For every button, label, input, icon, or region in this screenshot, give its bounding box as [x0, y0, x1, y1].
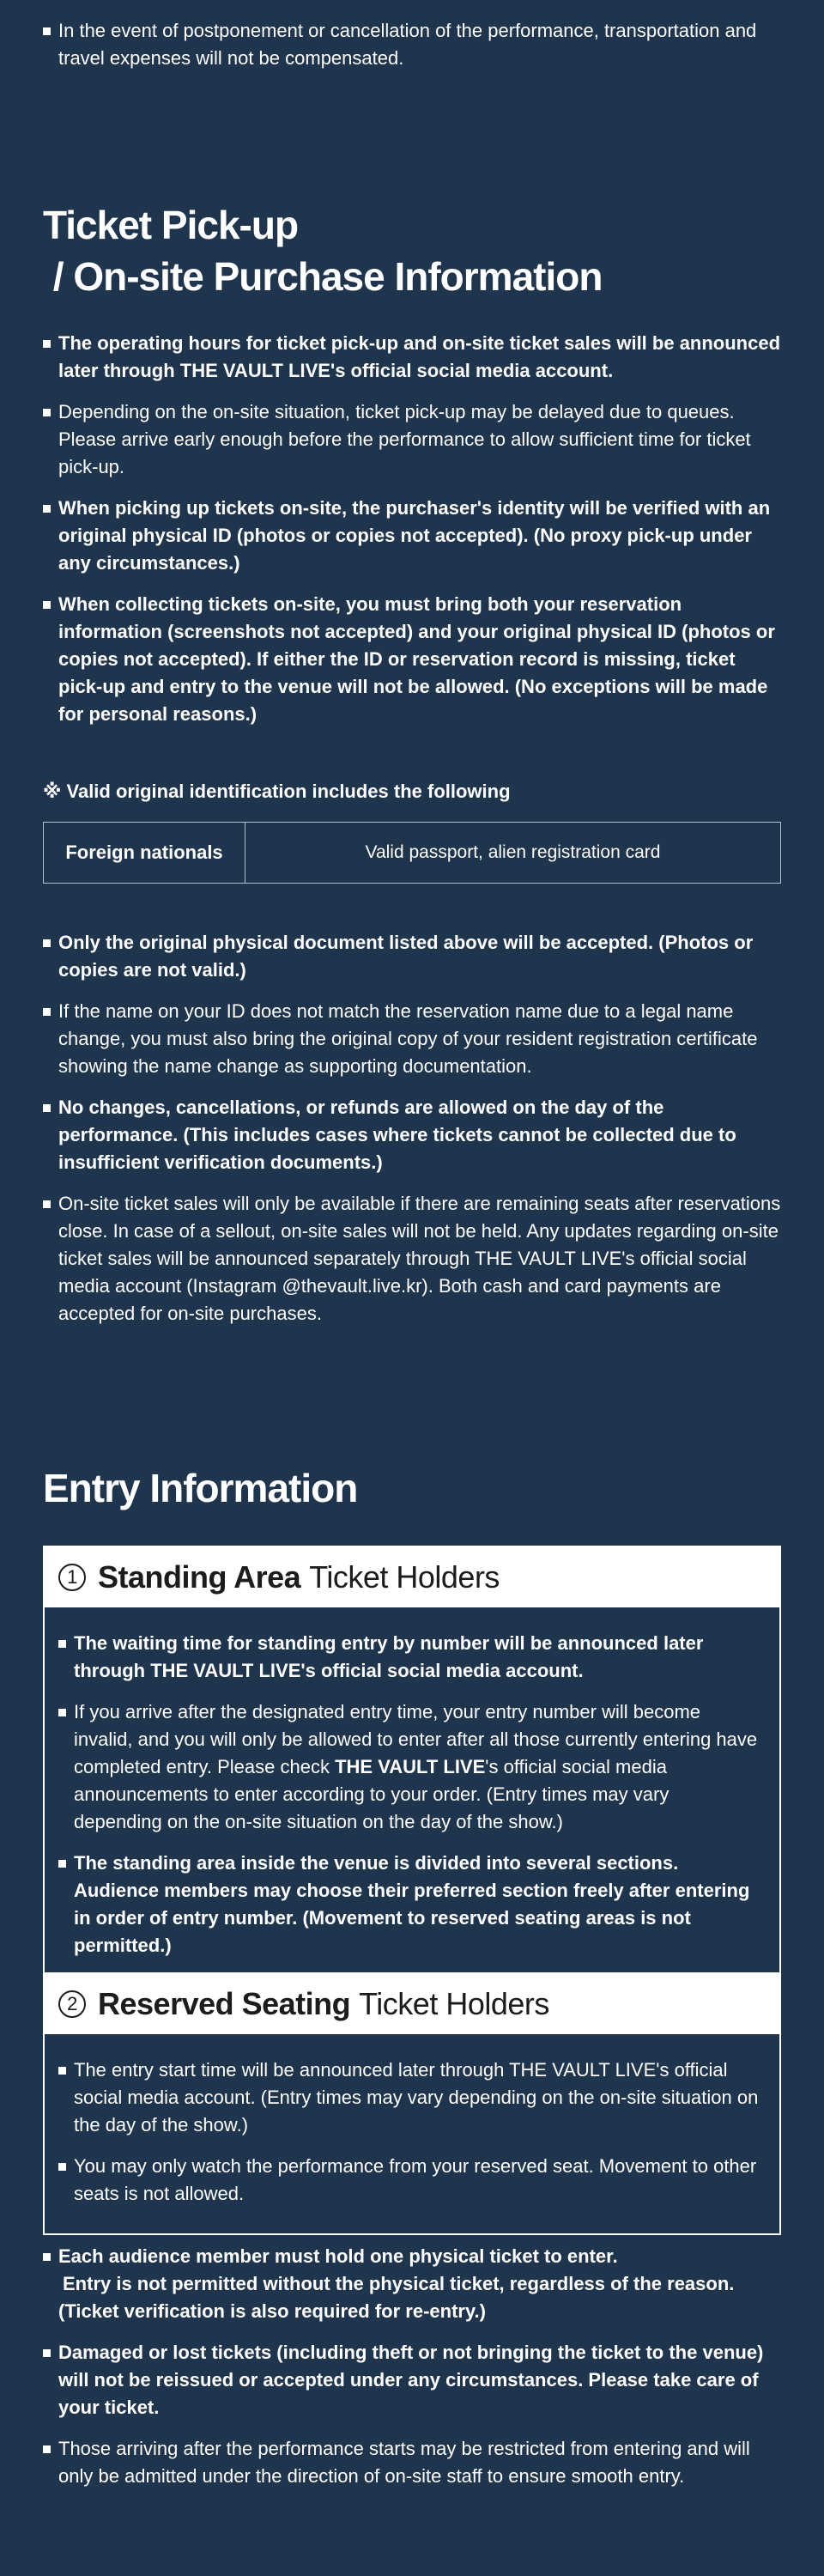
pickup-list-2	[43, 929, 781, 1327]
list-item: On-site ticket sales will only be available if there are remaining seats after reservations close. In case of a sellout, on-site sales will not be held. Any updates regarding on-site ticket sales will be announced separately through THE VAULT LIVE's official social media account (Instagram @thevault.live.kr). Both cash and card payments are accepted for on-site purchases.	[43, 1190, 781, 1327]
standing-box-body	[45, 1607, 779, 1985]
reserved-box-body	[45, 2034, 779, 2233]
intro-section	[43, 17, 781, 86]
list-item: In the event of postponement or cancellation of the performance, transportation and travel expenses will not be compensated.	[43, 17, 781, 72]
pickup-rules	[43, 330, 781, 742]
entry-rules	[43, 2243, 781, 2504]
entry-section	[43, 1462, 781, 1514]
pickup-section	[43, 199, 781, 302]
list-item: If the name on your ID does not match the reservation name due to a legal name change, you must also bring the original copy of your resident registration certificate showing the name change as supporting documentation.	[43, 998, 781, 1080]
list-item: Damaged or lost tickets (including theft or not bringing the ticket to the venue) will not be reissued or accepted under any circumstances. Please take care of your ticket.	[43, 2339, 781, 2421]
reserved-box	[43, 1972, 781, 2235]
circled-number-icon: 1	[58, 1564, 86, 1591]
id-table-section	[43, 822, 781, 884]
id-table-header: Foreign nationals	[44, 823, 245, 883]
standing-title-rest: Ticket Holders	[309, 1559, 500, 1595]
standing-b2-strong: THE VAULT LIVE	[335, 1756, 486, 1777]
list-item	[43, 2243, 781, 2325]
pickup-title	[43, 199, 781, 302]
list-item: No changes, cancellations, or refunds are allowed on the day of the performance. (This includes cases where tickets cannot be collected due to insufficient verification documents.)	[43, 1094, 781, 1176]
pickup-title-line1: Ticket Pick-up	[43, 203, 299, 247]
circled-number-icon: 2	[58, 1990, 86, 2018]
standing-list	[58, 1630, 759, 1959]
reserved-box-wrapper	[43, 1972, 781, 2235]
reserved-box-header	[45, 1974, 779, 2034]
standing-box-header	[45, 1547, 779, 1607]
list-item: When picking up tickets on-site, the purchaser's identity will be verified with an original physical ID (photos or copies not accepted). (No proxy pick-up under any circumstances.)	[43, 495, 781, 577]
list-item: Depending on the on-site situation, ticket pick-up may be delayed due to queues. Please arrive early enough before the performance to allow sufficient time for ticket pick-up.	[43, 398, 781, 481]
id-table	[43, 822, 781, 884]
reserved-list	[58, 2057, 759, 2208]
list-item: The standing area inside the venue is divided into several sections. Audience members may choose their preferred section freely after entering in order of entry number. (Movement to reserved seating areas is not permitted.)	[58, 1850, 759, 1959]
standing-title-strong: Standing Area	[98, 1559, 301, 1595]
pickup-title-line2: / On-site Purchase Information	[43, 254, 603, 299]
list-item: Only the original physical document listed above will be accepted. (Photos or copies are not valid.)	[43, 929, 781, 984]
id-table-value: Valid passport, alien registration card	[365, 842, 661, 862]
entry-b1-line2: Entry is not permitted without the physical ticket, regardless of the reason.	[63, 2273, 735, 2294]
standing-b2-part2: 's official social media announcements to enter according to your order. (Entry times may vary depending on the on-site situation on the day of the show.)	[74, 1756, 670, 1832]
list-item: When collecting tickets on-site, you must bring both your reservation information (screenshots not accepted) and your original physical ID (photos or copies not accepted). If either the ID or reservation record is missing, ticket pick-up and entry to the venue will not be allowed. (No exceptions will be made for personal reasons.)	[43, 591, 781, 728]
list-item: The entry start time will be announced later through THE VAULT LIVE's official social media account. (Entry times may vary depending on the on-site situation on the day of the show.)	[58, 2057, 759, 2139]
entry-b1-line1: Each audience member must hold one physical ticket to enter.	[58, 2245, 618, 2267]
list-item: Those arriving after the performance starts may be restricted from entering and will only be admitted under the direction of on-site staff to ensure smooth entry.	[43, 2435, 781, 2490]
pickup-rules-2	[43, 929, 781, 1341]
entry-b1-line3: (Ticket verification is also required for re-entry.)	[58, 2300, 486, 2322]
id-note-section	[43, 779, 781, 805]
standing-box	[43, 1546, 781, 1987]
list-item: The operating hours for ticket pick-up and on-site ticket sales will be announced later through THE VAULT LIVE's official social media account.	[43, 330, 781, 385]
pickup-list	[43, 330, 781, 728]
reserved-title-strong: Reserved Seating	[98, 1986, 351, 2021]
intro-list	[43, 17, 781, 72]
list-item: You may only watch the performance from your reserved seat. Movement to other seats is not allowed.	[58, 2153, 759, 2208]
list-item: The waiting time for standing entry by number will be announced later through THE VAULT LIVE's official social media account.	[58, 1630, 759, 1685]
reserved-title-rest: Ticket Holders	[359, 1986, 549, 2021]
entry-list	[43, 2243, 781, 2490]
list-item	[58, 1698, 759, 1836]
id-note: ※ Valid original identification includes the following	[43, 781, 511, 802]
standing-b2-part1: If you arrive after the designated entry time, your entry number will become invalid, and you will only be allowed to enter after all those currently entering have completed entry. Please check	[74, 1701, 758, 1777]
standing-box-wrapper	[43, 1546, 781, 1987]
entry-title: Entry Information	[43, 1466, 358, 1510]
